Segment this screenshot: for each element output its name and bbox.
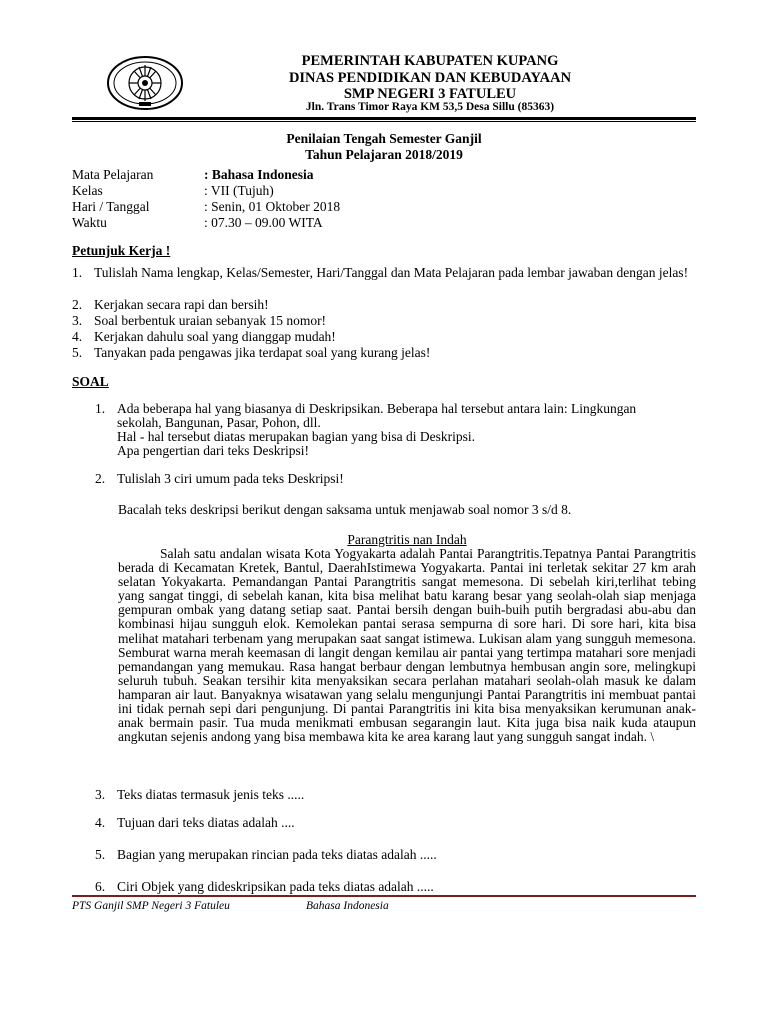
reading-intro — [118, 503, 696, 517]
question-text: Tujuan dari teks diatas adalah .... — [117, 815, 295, 830]
info-value: : 07.30 – 09.00 WITA — [204, 215, 323, 230]
instruction-text: Tulislah Nama lengkap, Kelas/Semester, Hari/Tanggal dan Mata Pelajaran pada lembar jawaban dengan jelas! — [94, 265, 689, 280]
info-value: : VII (Tujuh) — [204, 183, 274, 198]
question-number: 2. — [95, 471, 106, 486]
question-text: Ciri Objek yang dideskripsikan pada teks diatas adalah ..... — [117, 879, 434, 894]
exam-year: Tahun Pelajaran 2018/2019 — [305, 147, 463, 162]
header-school: SMP NEGERI 3 FATULEU — [343, 86, 517, 102]
header-department: DINAS PENDIDIKAN DAN KEBUDAYAAN — [288, 70, 572, 86]
instructions-heading: Petunjuk Kerja ! — [72, 243, 171, 258]
instruction-number: 1. — [72, 265, 83, 280]
school-emblem-icon — [106, 55, 184, 111]
reading-intro-text: Bacalah teks deskripsi berikut dengan saksama untuk menjawab soal nomor 3 s/d 8. — [118, 502, 572, 517]
question-number: 4. — [95, 815, 106, 830]
soal-heading: SOAL — [72, 374, 109, 389]
reading-passage: Salah satu andalan wisata Kota Yogyakarta adalah Pantai Parangtritis.Tepatnya Pantai Parangtritis berada di Kecamatan Kretek, Bantul, DaerahIstimewa Yogyakarta. Pantai ini terletak sekitar 27 km arah selatan Yokyakarta. Pemandangan Pantai Parangtritis sangat memesona. Di sebelah kiri,terlihat tebing yang sangat tinggi, di sebelah kanan, kita bisa melihat batu karang besar yang seolah-olah siap menjaga gempuran ombak yang datang setiap saat. Pantai bersih dengan buih-buih putih bergradasi abu-abu dan kombinasi hijau sungguh elok. Kemolekan pantai serasa sempurna di sore hari. Di sore hari, kita bisa melihat matahari terbenam yang merupakan saat sangat istimewa. Lukisan alam yang sungguh memesona. Semburat warna merah keemasan di langit dengan kemilau air pantai yang tertimpa matahari sore menjadi pemandangan yang memukau. Rasa hangat berbaur dengan lembutnya hembusan angin sore, melingkupi seluruh tubuh. Seakan tersihir kita menyaksikan secara perlahan matahari seolah-olah masuk ke dalam hamparan air laut. Banyaknya wisatawan yang selalu mengunjungi Pantai Parangtritis ini membuat pantai ini tidak pernah sepi dari pengunjung. Di pantai Parangtritis ini kita bisa menyaksikan kerumunan anak-anak bermain pasir. Tua muda menikmati embusan segarangin laut. Kita juga bisa naik kuda ataupun angkutan sejenis andong yang bisa membawa kita ke area karang laut yang sungguh sangat indah. \ — [118, 546, 696, 745]
question-text: Tulislah 3 ciri umum pada teks Deskripsi! — [117, 471, 344, 486]
header-government: PEMERINTAH KABUPATEN KUPANG — [301, 53, 559, 69]
instruction-number: 2. — [72, 297, 83, 312]
header-rule-thick — [72, 117, 696, 120]
instruction-text: Soal berbentuk uraian sebanyak 15 nomor! — [94, 313, 327, 328]
header-rule-thin — [72, 121, 696, 122]
info-label: Waktu — [72, 215, 107, 230]
instruction-text: Tanyakan pada pengawas jika terdapat soal yang kurang jelas! — [94, 345, 431, 360]
question-line: Hal - hal tersebut diatas merupakan bagian yang bisa di Deskripsi. — [117, 429, 476, 444]
info-label: Mata Pelajaran — [72, 167, 154, 182]
question-number: 5. — [95, 847, 106, 862]
question-number: 1. — [95, 401, 106, 416]
instruction-number: 4. — [72, 329, 83, 344]
question-line: sekolah, Bangunan, Pasar, Pohon, dll. — [117, 415, 321, 430]
exam-title: Penilaian Tengah Semester Ganjil — [286, 131, 482, 146]
reading-title: Parangtritis nan Indah — [347, 532, 467, 547]
instruction-text: Kerjakan dahulu soal yang dianggap mudah! — [94, 329, 336, 344]
question-number: 3. — [95, 787, 106, 802]
question-text: Teks diatas termasuk jenis teks ..... — [117, 787, 305, 802]
header-address: Jln. Trans Timor Raya KM 53,5 Desa Sillu (85363) — [305, 101, 555, 113]
instruction-number: 3. — [72, 313, 83, 328]
info-value: : Senin, 01 Oktober 2018 — [204, 199, 341, 214]
info-label: Hari / Tanggal — [72, 199, 150, 214]
footer-subject: Bahasa Indonesia — [306, 900, 389, 912]
footer-rule — [72, 895, 696, 897]
question-line: Apa pengertian dari teks Deskripsi! — [117, 443, 309, 458]
question-number: 6. — [95, 879, 106, 894]
info-label: Kelas — [72, 183, 103, 198]
footer-exam-name: PTS Ganjil SMP Negeri 3 Fatuleu — [72, 900, 230, 912]
question-text — [117, 402, 697, 458]
question-line: Ada beberapa hal yang biasanya di Deskripsikan. Beberapa hal tersebut antara lain: Lingkungan — [117, 401, 637, 416]
instruction-text: Kerjakan secara rapi dan bersih! — [94, 297, 269, 312]
question-text: Bagian yang merupakan rincian pada teks diatas adalah ..... — [117, 847, 437, 862]
info-value: : Bahasa Indonesia — [204, 167, 314, 182]
instruction-number: 5. — [72, 345, 83, 360]
